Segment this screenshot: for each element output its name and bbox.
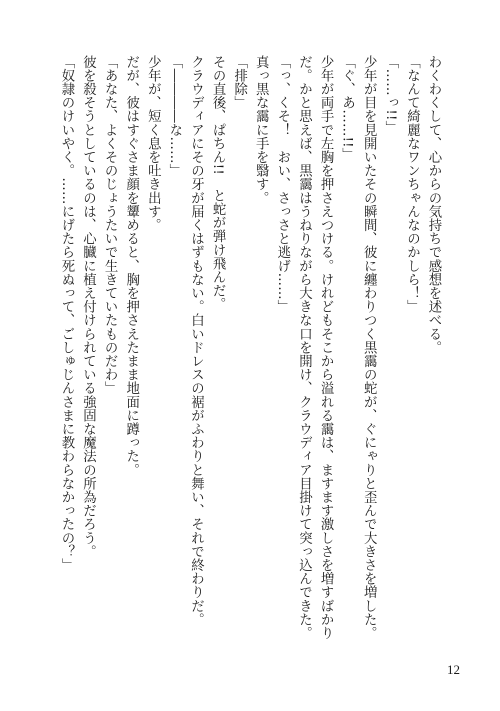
text-line: 「なんて綺麗なワンちゃんなのかしら！」 [404,55,420,314]
text-line: 彼を殺そうとしているのは、心臓に植え付けられている強固な魔法の所為だろう。 [80,55,96,559]
text-line: わくわくして、心からの気持ちで感想を述べる。 [426,55,441,355]
text-line: 「……っ!!」 [382,55,398,135]
text-line: 「ぐ、あ……!!」 [339,55,355,162]
vertical-text-body [55,55,444,640]
text-line: 「奴隷のけいやく。……にげたら死ぬって、ごしゅじんさまに教わらなかったの？」 [58,55,74,572]
text-line: クラウディアにその牙が届くはずもない。白いドレスの裾がふわりと舞い、それで終わりだ。 [188,55,204,627]
text-line: 少年が、短く息を吐き出す。 [145,55,161,232]
text-line: だが、彼はすぐさま顔を顰めると、胸を押さえたまま地面に蹲った。 [123,55,139,477]
text-line: だ。かと思えば、黒靄はうねりながら大きな口を開け、クラウディア目掛けて突っ込んできた。 [296,55,312,640]
text-line: その直後、ぱちん!! と蛇が弾け飛んだ。 [210,55,226,311]
text-line: 「排除」 [231,55,247,110]
text-line: 「あなた、よくそのじょうたいで生きていたものだわ」 [102,55,118,395]
page-number: 12 [447,662,460,677]
text-line: 少年が目を見開いたその瞬間、彼に纏わりつく黒靄の蛇が、ぐにゃりと歪んで大きさを増した。 [361,55,377,640]
text-line: 真っ黒な靄に手を翳す。 [253,55,269,205]
text-line: 「――――な……」 [166,55,182,178]
text-line: 少年が両手で左胸を押さえつける。けれどもそこから溢れる靄は、ますます激しさを増すばかり [318,55,334,640]
text-line: 「っ、くそ！ おい、さっさと逃げ……」 [274,55,290,314]
